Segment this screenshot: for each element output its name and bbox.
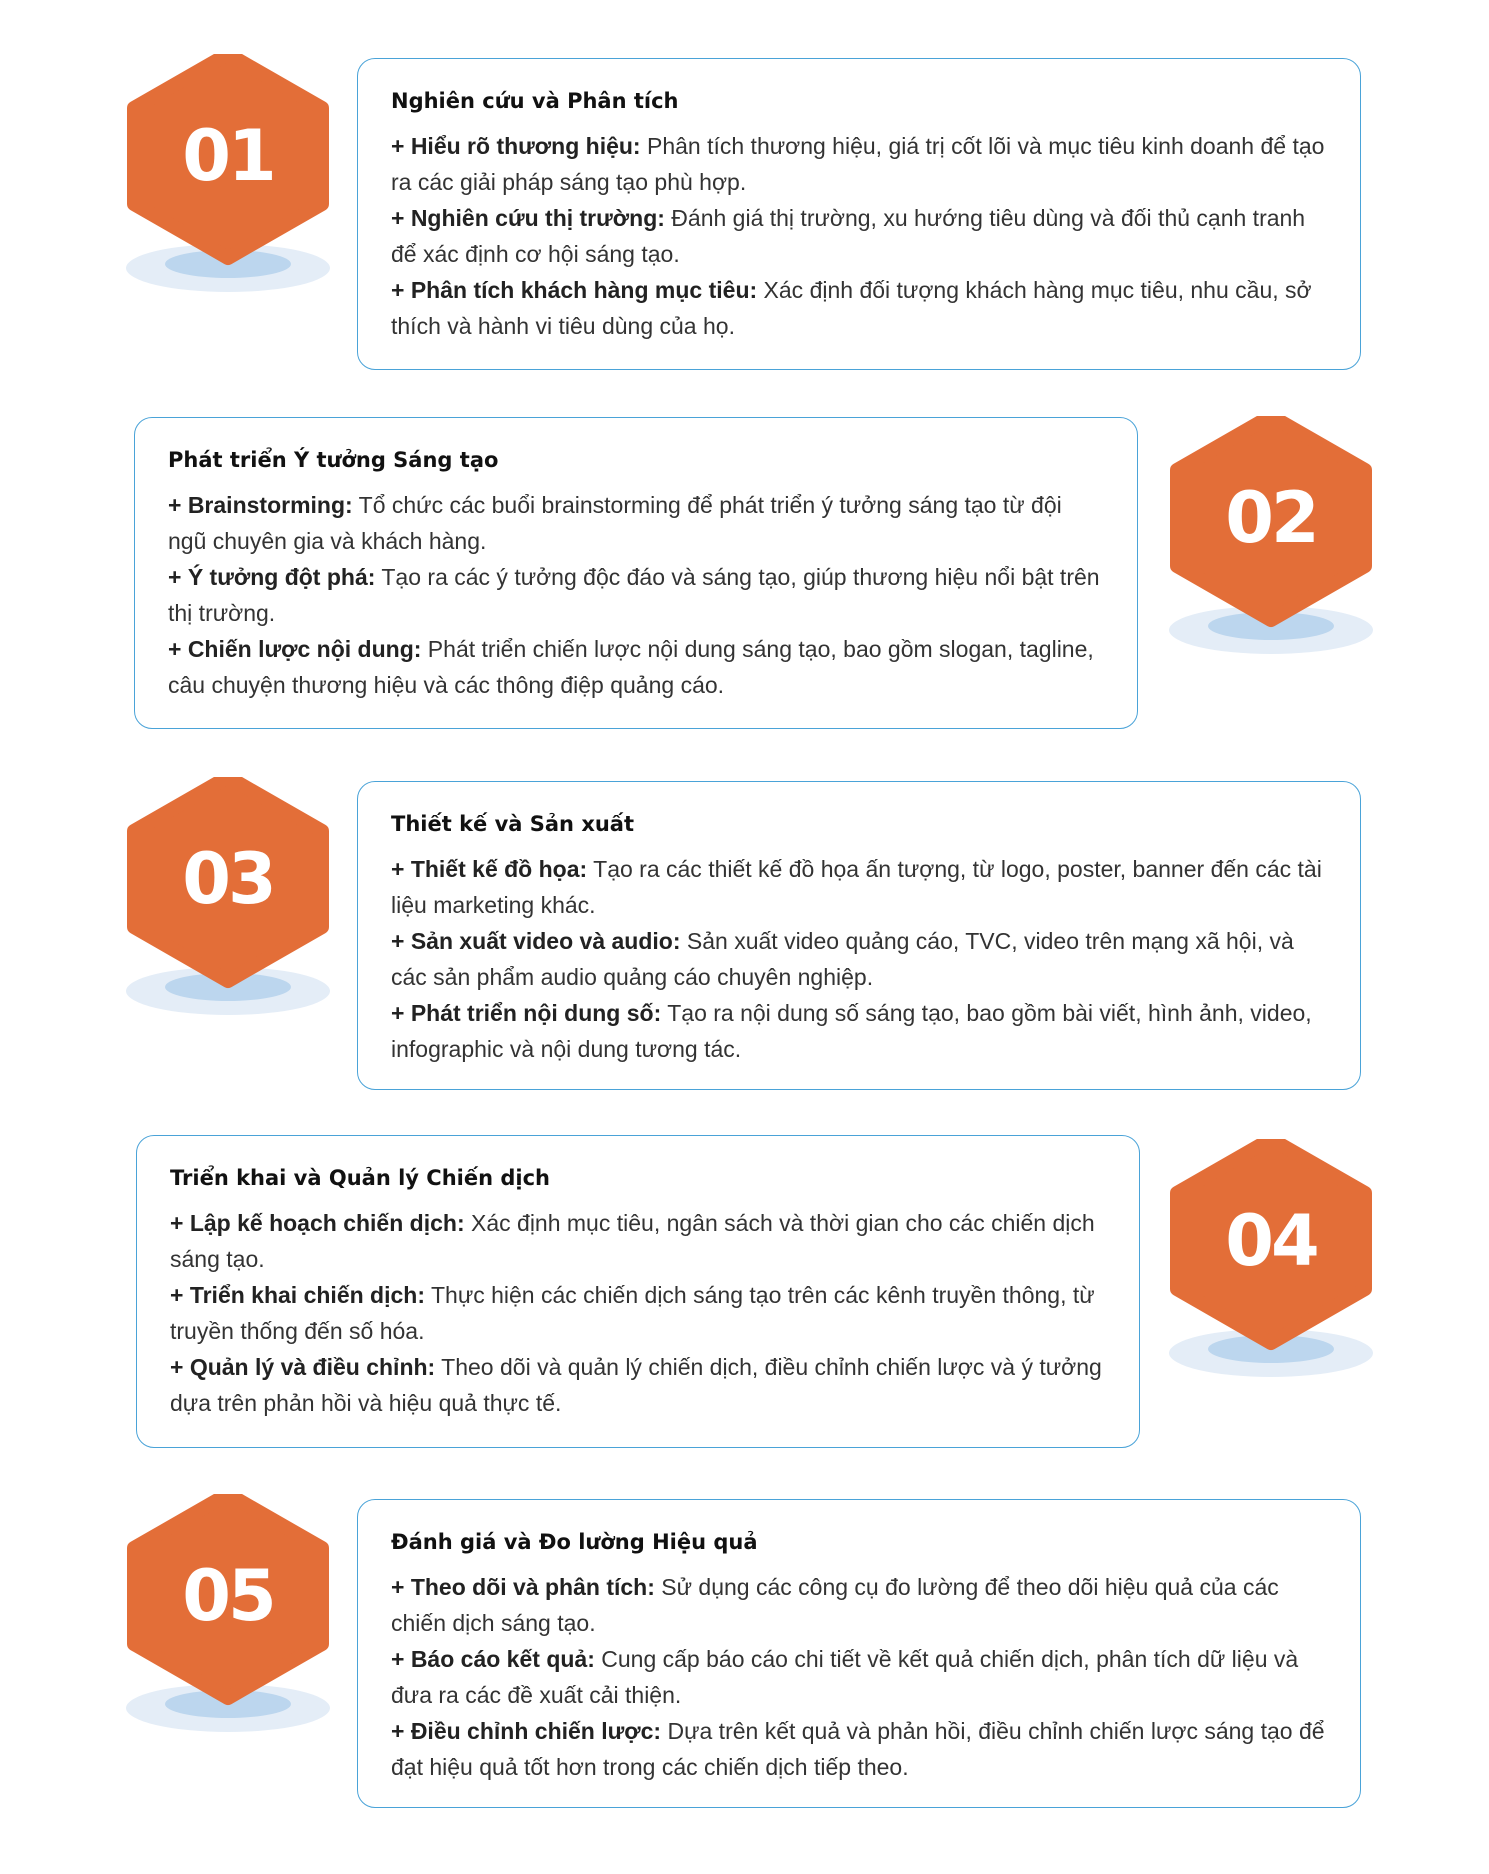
step-title: Thiết kế và Sản xuất: [391, 812, 635, 836]
list-item: + Ý tưởng đột phá: Tạo ra các ý tưởng độc đáo và sáng tạo, giúp thương hiệu nổi bật trên thị trường.: [168, 564, 1100, 627]
step-title: Đánh giá và Đo lường Hiệu quả: [391, 1530, 758, 1554]
step-badge-5: [118, 1494, 338, 1734]
step-number: 02: [1225, 477, 1317, 559]
list-item: + Chiến lược nội dung: Phát triển chiến lược nội dung sáng tạo, bao gồm slogan, tagline, câu chuyện thương hiệu và các thông điệp quảng cáo.: [168, 636, 1094, 699]
step-badge-4: [1161, 1139, 1381, 1379]
list-item: + Theo dõi và phân tích: Sử dụng các công cụ đo lường để theo dõi hiệu quả của các chiến dịch sáng tạo.: [391, 1574, 1279, 1637]
step-number: 03: [182, 838, 274, 920]
step-number: 04: [1225, 1200, 1317, 1282]
step-number: 01: [182, 115, 274, 197]
list-item: + Lập kế hoạch chiến dịch: Xác định mục tiêu, ngân sách và thời gian cho các chiến dịch sáng tạo.: [170, 1210, 1095, 1273]
list-item: + Báo cáo kết quả: Cung cấp báo cáo chi tiết về kết quả chiến dịch, phân tích dữ liệu và đưa ra các đề xuất cải thiện.: [391, 1646, 1299, 1709]
list-item: + Thiết kế đồ họa: Tạo ra các thiết kế đồ họa ấn tượng, từ logo, poster, banner đến các tài liệu marketing khác.: [391, 856, 1322, 919]
step-badge-3: [118, 777, 338, 1017]
list-item: + Phát triển nội dung số: Tạo ra nội dung số sáng tạo, bao gồm bài viết, hình ảnh, video, infographic và nội dung tương tác.: [391, 1000, 1312, 1063]
step-card-1: [357, 58, 1361, 370]
list-item: + Sản xuất video và audio: Sản xuất video quảng cáo, TVC, video trên mạng xã hội, và các sản phẩm audio quảng cáo chuyên nghiệp.: [391, 928, 1294, 991]
list-item: + Phân tích khách hàng mục tiêu: Xác định đối tượng khách hàng mục tiêu, nhu cầu, sở thích và hành vi tiêu dùng của họ.: [391, 277, 1312, 340]
list-item: + Hiểu rõ thương hiệu: Phân tích thương hiệu, giá trị cốt lõi và mục tiêu kinh doanh để tạo ra các giải pháp sáng tạo phù hợp.: [391, 133, 1325, 196]
step-title: Nghiên cứu và Phân tích: [391, 89, 679, 113]
step-badge-2: [1161, 416, 1381, 656]
list-item: + Triển khai chiến dịch: Thực hiện các chiến dịch sáng tạo trên các kênh truyền thông, từ truyền thống đến số hóa.: [170, 1282, 1095, 1345]
step-title: Phát triển Ý tưởng Sáng tạo: [168, 448, 499, 472]
step-card-2: [134, 417, 1138, 729]
list-item: + Brainstorming: Tổ chức các buổi brainstorming để phát triển ý tưởng sáng tạo từ đội ngũ chuyên gia và khách hàng.: [168, 492, 1062, 555]
list-item: + Quản lý và điều chỉnh: Theo dõi và quản lý chiến dịch, điều chỉnh chiến lược và ý tưởng dựa trên phản hồi và hiệu quả thực tế.: [170, 1354, 1102, 1417]
step-badge-1: [118, 54, 338, 294]
step-card-3: [357, 781, 1361, 1090]
step-title: Triển khai và Quản lý Chiến dịch: [170, 1166, 550, 1190]
step-card-5: [357, 1499, 1361, 1808]
list-item: + Nghiên cứu thị trường: Đánh giá thị trường, xu hướng tiêu dùng và đối thủ cạnh tranh để xác định cơ hội sáng tạo.: [391, 205, 1306, 268]
step-card-4: [136, 1135, 1140, 1448]
step-number: 05: [182, 1555, 274, 1637]
list-item: + Điều chỉnh chiến lược: Dựa trên kết quả và phản hồi, điều chỉnh chiến lược sáng tạo để đạt hiệu quả tốt hơn trong các chiến dịch tiếp theo.: [391, 1718, 1325, 1781]
